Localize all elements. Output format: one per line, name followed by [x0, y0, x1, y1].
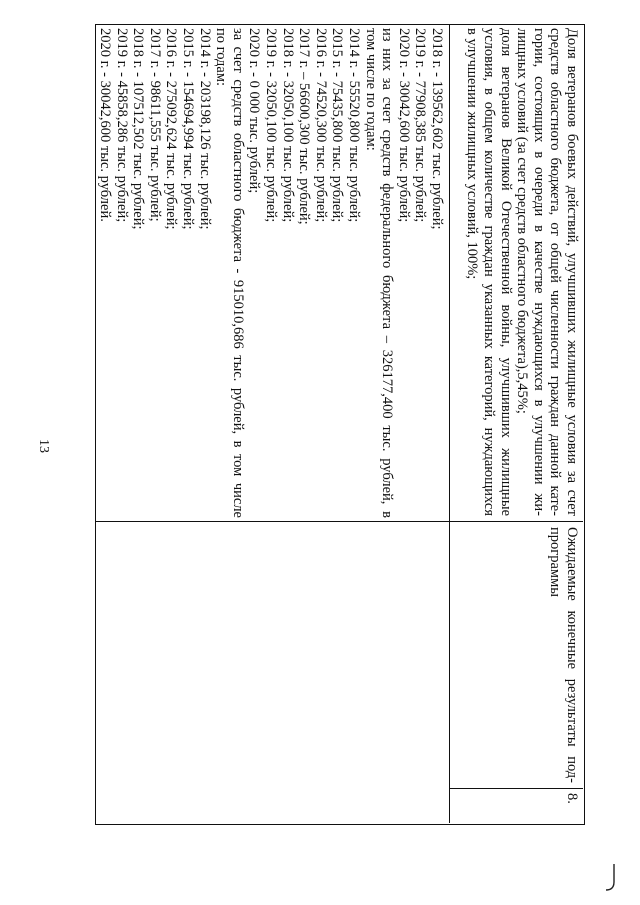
row-label — [547, 527, 580, 783]
row-label-line: Ожидаемые конечные результаты под- — [564, 527, 580, 783]
funding-line: 2020 г. - 30042,600 тыс. рублей. — [97, 28, 114, 222]
funding-line: 2017 г. – 56600,300 тыс. рублей; — [296, 28, 313, 225]
expected-results-cell — [464, 28, 580, 516]
scan-mark-icon — [600, 862, 618, 892]
column-separator-label — [95, 521, 583, 522]
result-line: средств областного бюджета, от общей численности граждан данной кате- — [547, 28, 564, 516]
funding-line: 2016 г. - 74520,300 тыс. рублей; — [312, 28, 329, 223]
result-line: условия, в общем количестве граждан указанных категорий, нуждающихся — [481, 28, 498, 516]
funding-line: 2020 г. - 30042,600 тыс. рублей; — [395, 28, 412, 223]
row-number — [563, 793, 580, 821]
funding-line: 2015 г. - 75435,800 тыс. рублей; — [329, 28, 346, 223]
funding-line: 2018 г. - 107512,502 тыс. рублей; — [130, 28, 147, 230]
funding-line: по годам: — [213, 28, 230, 87]
funding-line: 2018 г. - 32050,100 тыс. рублей; — [279, 28, 296, 223]
page-number: 13 — [36, 439, 51, 453]
result-line: лищных условий (за счет средств областного бюджета),5,45%; — [514, 28, 531, 414]
row-number-text: 8. — [564, 793, 580, 804]
column-separator-number — [449, 788, 583, 789]
funding-line: 2017 г. - 98611,555 тыс. рублей; — [146, 28, 163, 222]
funding-line: 2016 г. - 275092,624 тыс. рублей; — [163, 28, 180, 230]
funding-line: 2020 г. - 0 000 тыс. рублей; — [246, 28, 263, 194]
row-separator — [449, 24, 450, 823]
result-line: доля ветеранов Великой Отечественной войны, улучшивших жилищные — [497, 28, 514, 516]
funding-line: 2019 г. - 77908,385 тыс. рублей; — [412, 28, 429, 223]
result-line: Доля ветеранов боевых действий, улучшивших жилищные условия за счет — [564, 28, 580, 516]
funding-line: том числе по годам: — [362, 28, 379, 151]
result-line: гории, состоящих в очереди в качестве нуждающихся в улучшении жи- — [530, 28, 547, 516]
funding-cell — [97, 28, 445, 518]
row-label-line: программы — [547, 527, 564, 597]
funding-line: 2014 г. - 203198,126 тыс. рублей; — [196, 28, 213, 230]
funding-line: 2015 г. - 154694,994 тыс. рублей; — [180, 28, 197, 230]
funding-line: за счет средств областного бюджета - 915010,686 тыс. рублей, в том числе — [229, 28, 246, 518]
funding-line: 2018 г. - 139562,602 тыс. рублей; — [429, 28, 445, 230]
funding-line: из них за счет средств федерального бюджета – 326177,400 тыс. рублей, в — [379, 28, 396, 518]
funding-line: 2014 г. - 55520,800 тыс. рублей; — [346, 28, 363, 223]
result-line: в улучшении жилищных условий, 100%; — [464, 28, 481, 280]
funding-line: 2019 г. - 32050,100 тыс. рублей; — [263, 28, 280, 223]
funding-line: 2019 г. - 45858,286 тыс. рублей; — [113, 28, 130, 223]
